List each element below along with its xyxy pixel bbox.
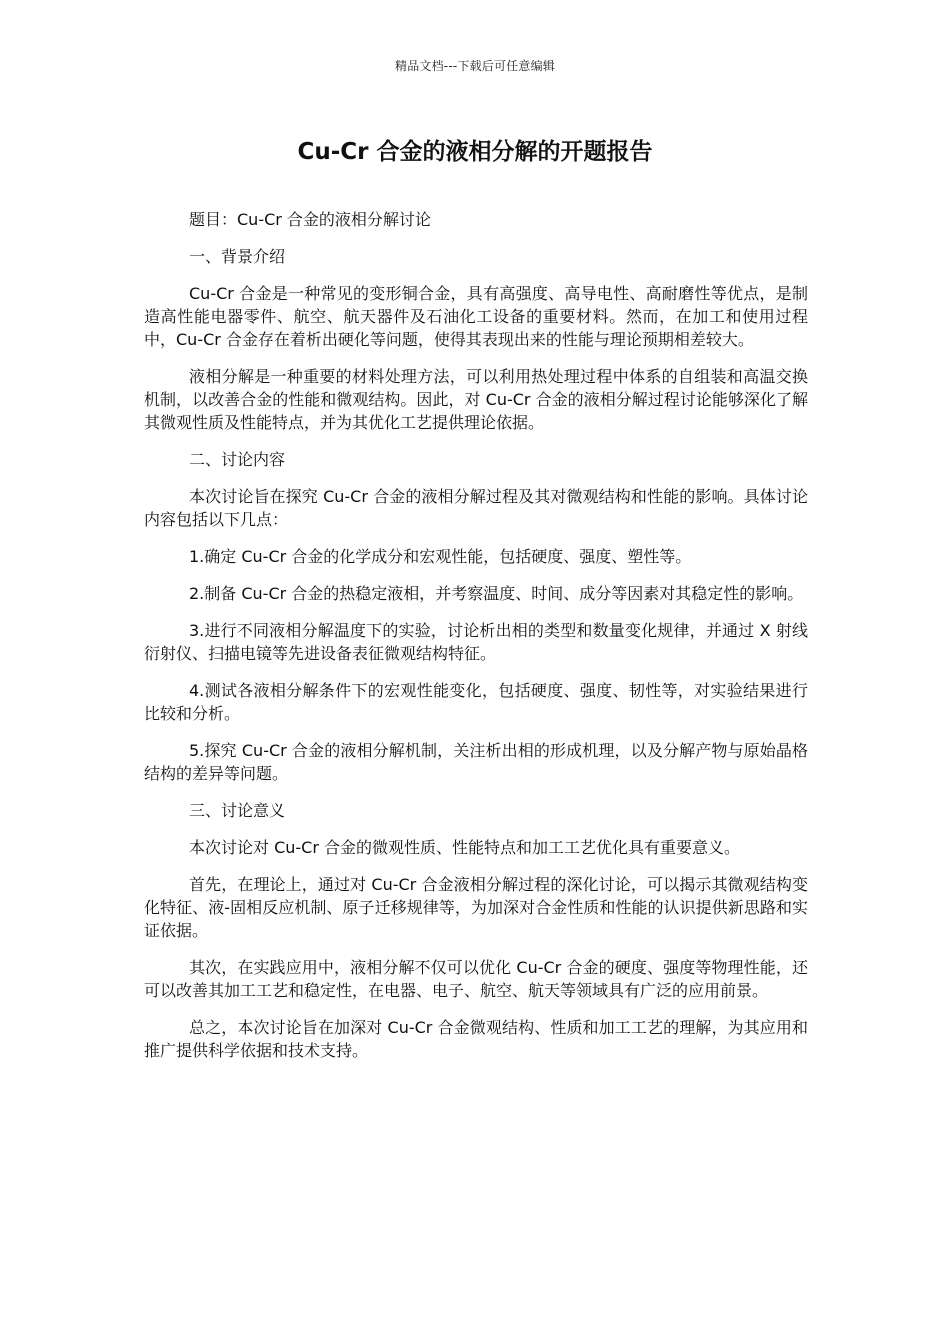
paragraph-background-2: 液相分解是一种重要的材料处理方法，可以利用热处理过程中体系的自组装和高温交换机制，以改善合金的性能和微观结构。因此，对 Cu-Cr 合金的液相分解过程讨论能够深化了解其微观性质及性能特点，并为其优化工艺提供理论依据。: [144, 367, 808, 432]
paragraph-content-intro: 本次讨论旨在探究 Cu-Cr 合金的液相分解过程及其对微观结构和性能的影响。具体讨论内容包括以下几点：: [144, 487, 808, 529]
list-item-4: 4.测试各液相分解条件下的宏观性能变化，包括硬度、强度、韧性等，对实验结果进行比较和分析。: [144, 681, 808, 723]
header-note: 精品文档---下载后可任意编辑: [395, 59, 555, 73]
list-item-5: 5.探究 Cu-Cr 合金的液相分解机制，关注析出相的形成机理，以及分解产物与原始晶格结构的差异等问题。: [144, 741, 808, 783]
section-heading-content: 二、讨论内容: [189, 450, 286, 469]
list-item-1: 1.确定 Cu-Cr 合金的化学成分和宏观性能，包括硬度、强度、塑性等。: [189, 547, 692, 566]
document-body: [144, 208, 808, 1076]
document-title: Cu-Cr 合金的液相分解的开题报告: [297, 139, 653, 165]
paragraph-conclusion: 总之，本次讨论旨在加深对 Cu-Cr 合金微观结构、性质和加工工艺的理解，为其应用和推广提供科学依据和技术支持。: [144, 1018, 808, 1060]
paragraph-significance-theory: 首先，在理论上，通过对 Cu-Cr 合金液相分解过程的深化讨论，可以揭示其微观结构变化特征、液-固相反应机制、原子迁移规律等，为加深对合金性质和性能的认识提供新思路和实证依据。: [144, 875, 808, 940]
paragraph-significance-intro: 本次讨论对 Cu-Cr 合金的微观性质、性能特点和加工工艺优化具有重要意义。: [189, 838, 741, 857]
section-heading-significance: 三、讨论意义: [189, 801, 286, 820]
section-heading-background: 一、背景介绍: [189, 247, 286, 266]
paragraph-background-1: Cu-Cr 合金是一种常见的变形铜合金，具有高强度、高导电性、高耐磨性等优点，是制造高性能电器零件、航空、航天器件及石油化工设备的重要材料。然而，在加工和使用过程中，Cu-Cr 合金存在着析出硬化等问题，使得其表现出来的性能与理论预期相差较大。: [144, 284, 808, 349]
list-item-2: 2.制备 Cu-Cr 合金的热稳定液相，并考察温度、时间、成分等因素对其稳定性的影响。: [189, 584, 804, 603]
paragraph-significance-practice: 其次，在实践应用中，液相分解不仅可以优化 Cu-Cr 合金的硬度、强度等物理性能，还可以改善其加工工艺和稳定性，在电器、电子、航空、航天等领域具有广泛的应用前景。: [144, 958, 808, 1000]
topic-line: 题目：Cu-Cr 合金的液相分解讨论: [189, 210, 431, 229]
list-item-3: 3.进行不同液相分解温度下的实验，讨论析出相的类型和数量变化规律，并通过 X 射线衍射仪、扫描电镜等先进设备表征微观结构特征。: [144, 621, 808, 663]
